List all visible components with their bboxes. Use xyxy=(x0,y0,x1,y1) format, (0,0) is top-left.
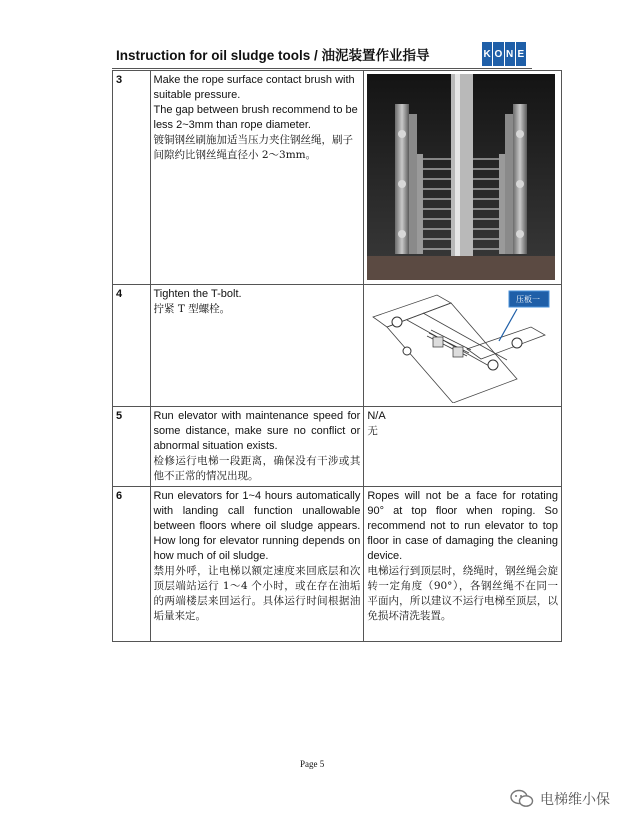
step-text-en: Tighten the T-bolt. xyxy=(153,288,242,300)
step-description xyxy=(150,285,364,407)
table-row-step-3 xyxy=(113,71,562,285)
brush-clamp-image xyxy=(367,74,555,280)
t-bolt-drawing xyxy=(367,287,555,403)
t-bolt-illustration xyxy=(367,287,555,403)
step-number: 3 xyxy=(113,71,151,285)
step-photo-cell xyxy=(364,71,562,285)
kone-logo xyxy=(482,42,526,66)
step-description xyxy=(150,71,364,285)
step-description xyxy=(150,487,364,642)
header-divider xyxy=(112,68,532,69)
step-note-cell xyxy=(364,407,562,487)
step-text-en: Run elevators for 1~4 hours automatically with landing call function unallowable between floors where oil sludge appears. How long for elevator running depends on how much of oil sludge. xyxy=(153,490,361,562)
wechat-icon xyxy=(510,789,534,809)
table-row-step-4 xyxy=(113,285,562,407)
step-number: 4 xyxy=(113,285,151,407)
step-text-en: Make the rope surface contact brush with suitable pressure. xyxy=(153,74,355,101)
step-number: 5 xyxy=(113,407,151,487)
logo-letter: N xyxy=(505,42,515,66)
note-text-en: N/A xyxy=(367,410,386,422)
step-text-cn: 拧紧 T 型螺栓。 xyxy=(153,303,231,315)
note-text-en: Ropes will not be a face for rotating 90° at top floor when roping. So recommend not to run elevator to top floor in case of damaging the cleaning device. xyxy=(367,490,558,562)
table-row-step-5 xyxy=(113,407,562,487)
step-description xyxy=(150,407,364,487)
watermark-text: 电梯维小保 xyxy=(540,792,610,808)
logo-letter: K xyxy=(482,42,492,66)
step-note-cell xyxy=(364,487,562,642)
drawing-callout-label: 压板一 xyxy=(516,295,541,304)
step-text-cn: 镀铜钢丝刷施加适当压力夹住钢丝绳，刷子间隙约比钢丝绳直径小 2～3mm。 xyxy=(153,134,353,161)
logo-letter: E xyxy=(516,42,526,66)
step-text-cn: 禁用外呼，让电梯以额定速度来回底层和次顶层端站运行 1～4 个小时，或在存在油垢的两端楼层来回运行。具体运行时间根据油垢量来定。 xyxy=(153,565,361,622)
wechat-watermark xyxy=(510,789,610,809)
logo-letter: O xyxy=(493,42,503,66)
step-text-en-2: The gap between brush recommend to be less 2~3mm than rope diameter. xyxy=(153,104,358,131)
note-text-cn: 电梯运行到顶层时，绕绳时，钢丝绳会旋转一定角度（90°），各钢丝绳不在同一平面内，所以建议不运行电梯至顶层，以免损坏清洗装置。 xyxy=(367,565,558,622)
page-header xyxy=(112,42,532,66)
table-row-step-6 xyxy=(113,487,562,642)
step-number: 6 xyxy=(113,487,151,642)
page-number: Page 5 xyxy=(300,759,325,769)
step-drawing-cell xyxy=(364,285,562,407)
instruction-table xyxy=(112,70,562,642)
note-text-cn: 无 xyxy=(367,425,378,437)
brush-clamp-photo xyxy=(367,74,555,280)
document-title: Instruction for oil sludge tools / 油泥装置作业指导 xyxy=(116,48,430,63)
step-text-en: Run elevator with maintenance speed for some distance, make sure no conflict or abnormal situation exists. xyxy=(153,410,361,452)
step-text-cn: 检修运行电梯一段距离，确保没有干涉或其他不正常的情况出现。 xyxy=(153,455,361,482)
